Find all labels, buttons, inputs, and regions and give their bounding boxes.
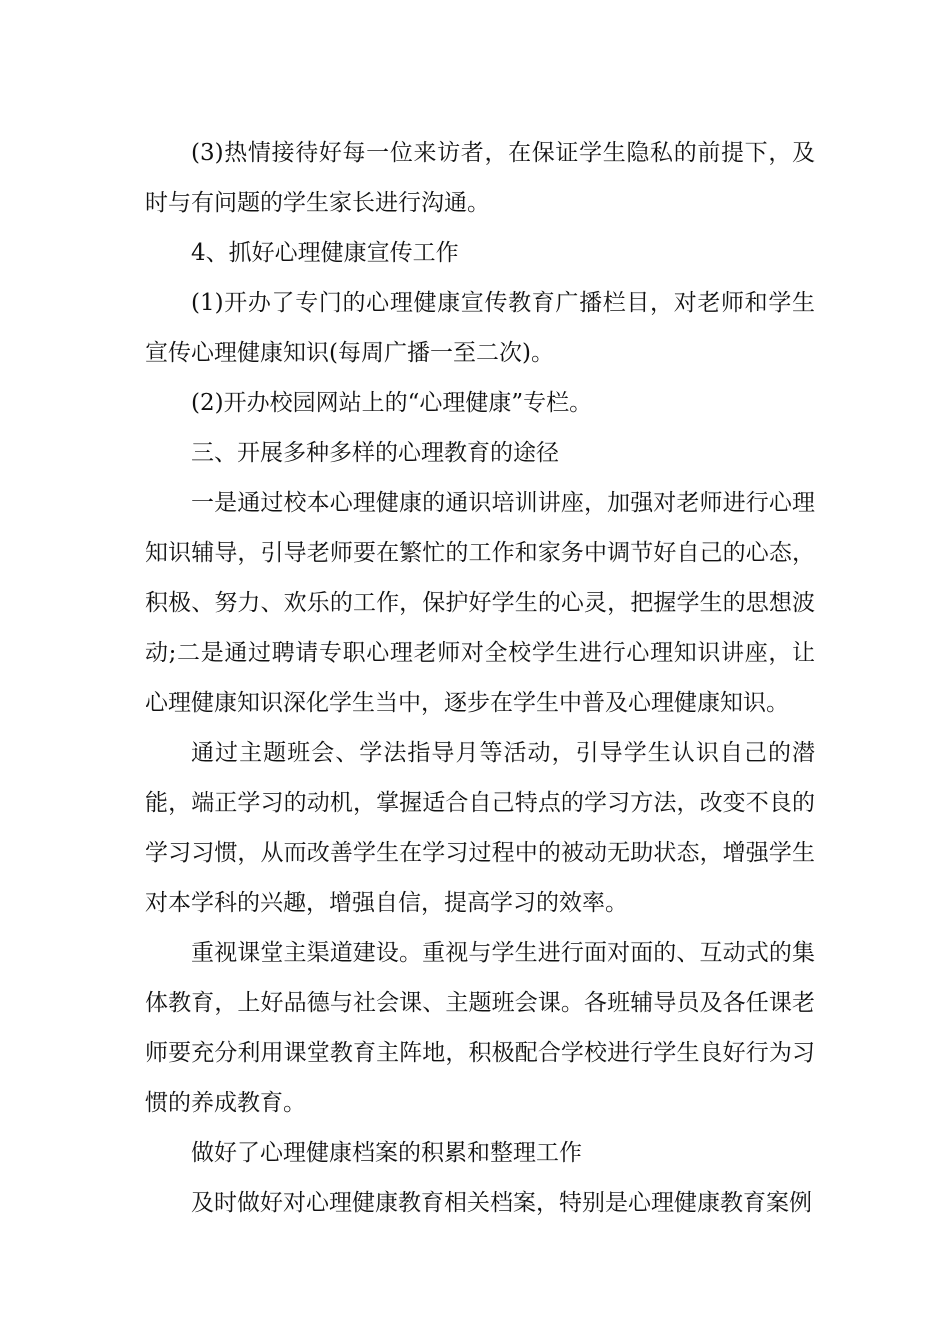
paragraph-training-lectures: 一是通过校本心理健康的通识培训讲座，加强对老师进行心理知识辅导，引导老师要在繁忙的工作和家务中调节好自己的心态，积极、努力、欢乐的工作，保护好学生的心灵，把握学生的思想波动;二是通过聘请专职心理老师对全校学生进行心理知识讲座，让心理健康知识深化学生当中，逐步在学生中普及心理健康知识。 <box>145 490 815 716</box>
paragraph-heading-publicity: 4、抓好心理健康宣传工作 <box>191 240 459 266</box>
paragraph-visitor-reception: (3)热情接待好每一位来访者，在保证学生隐私的前提下，及时与有问题的学生家长进行沟通。 <box>145 140 815 216</box>
paragraph-classroom-channel: 重视课堂主渠道建设。重视与学生进行面对面的、互动式的集体教育，上好品德与社会课、主题班会课。各班辅导员及各任课老师要充分利用课堂教育主阵地，积极配合学校进行学生良好行为习惯的养成教育。 <box>145 940 815 1116</box>
paragraph-class-meetings: 通过主题班会、学法指导月等活动，引导学生认识自己的潜能，端正学习的动机，掌握适合自己特点的学习方法，改变不良的学习习惯，从而改善学生在学习过程中的被动无助状态，增强学生对本学科的兴趣，增强自信，提高学习的效率。 <box>145 740 815 916</box>
paragraph-broadcast-column: (1)开办了专门的心理健康宣传教育广播栏目，对老师和学生宣传心理健康知识(每周广播一至二次)。 <box>145 290 815 366</box>
paragraph-website-column: (2)开办校园网站上的“心理健康”专栏。 <box>191 390 593 416</box>
document-body <box>145 128 815 1228</box>
paragraph-heading-approaches: 三、开展多种多样的心理教育的途径 <box>191 440 559 466</box>
paragraph-heading-archives: 做好了心理健康档案的积累和整理工作 <box>191 1140 582 1166</box>
paragraph-archive-cases: 及时做好对心理健康教育相关档案，特别是心理健康教育案例 <box>191 1190 812 1216</box>
